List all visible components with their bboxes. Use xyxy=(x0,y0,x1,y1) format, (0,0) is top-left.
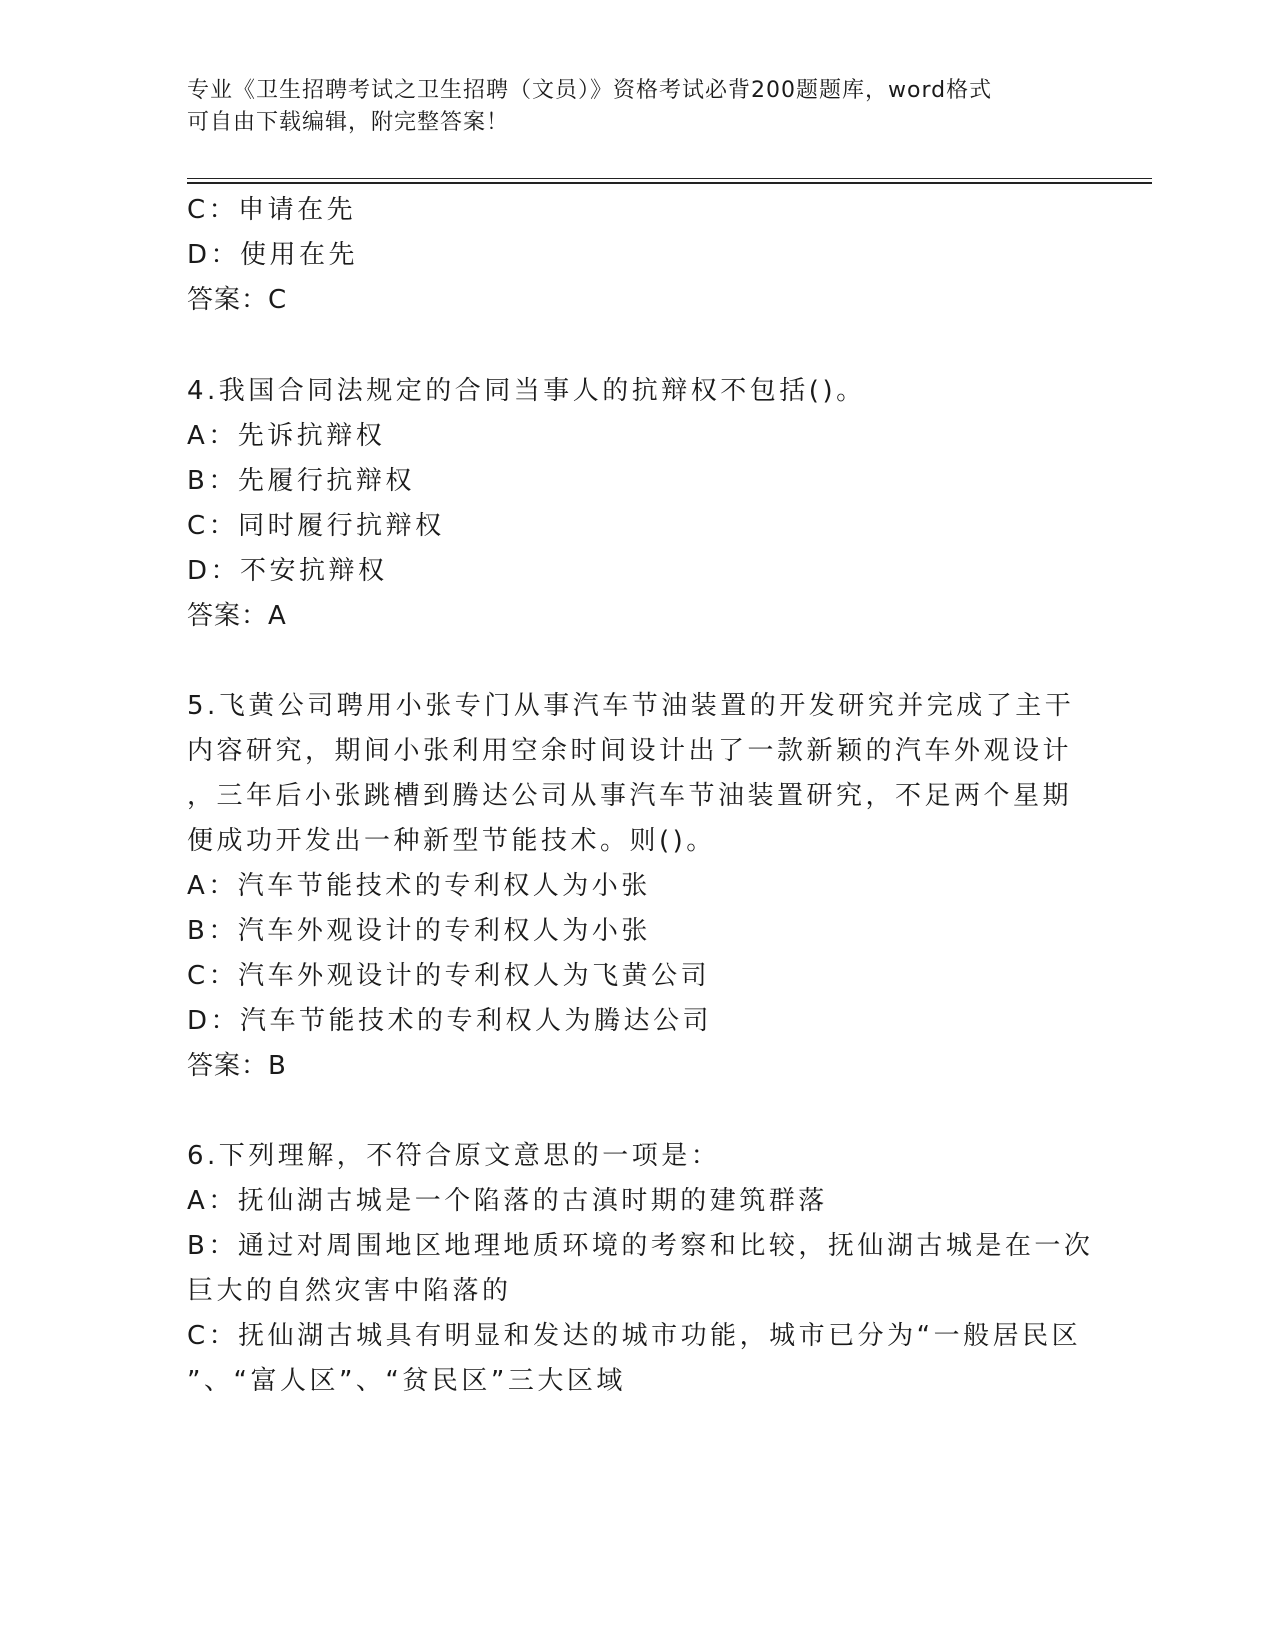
q6-option-b-line-2: 巨大的自然灾害中陷落的 xyxy=(187,1276,512,1306)
q6-option-c-line-1: C：抚仙湖古城具有明显和发达的城市功能，城市已分为“一般居民区 xyxy=(187,1321,1082,1351)
header-title-line-2: 可自由下载编辑，附完整答案！ xyxy=(187,110,510,135)
q3-answer: 答案：C xyxy=(187,285,288,315)
q6-option-c-line-2: ”、“富人区”、“贫民区”三大区域 xyxy=(187,1366,626,1396)
header-title-line-1: 专业《卫生招聘考试之卫生招聘（文员）》资格考试必背200题题库，word格式 xyxy=(187,78,993,103)
q4-option-c: C：同时履行抗辩权 xyxy=(187,511,445,541)
spacer xyxy=(187,323,1147,369)
q3-option-d: D：使用在先 xyxy=(187,240,359,270)
spacer xyxy=(187,1089,1147,1134)
q5-option-b: B：汽车外观设计的专利权人为小张 xyxy=(187,916,651,946)
page-header xyxy=(187,75,1067,139)
question-3-tail xyxy=(187,188,1147,323)
header-divider-thin xyxy=(187,178,1152,179)
question-6 xyxy=(187,1134,1147,1404)
question-content xyxy=(187,188,1147,1404)
spacer xyxy=(187,639,1147,684)
question-4 xyxy=(187,369,1147,639)
q5-option-d: D：汽车节能技术的专利权人为腾达公司 xyxy=(187,1006,713,1036)
header-divider-thick xyxy=(187,182,1152,184)
q3-option-c: C：申请在先 xyxy=(187,195,357,225)
q6-stem: 6.下列理解，不符合原文意思的一项是： xyxy=(187,1141,721,1171)
q5-stem-line-4: 便成功开发出一种新型节能技术。则()。 xyxy=(187,826,716,856)
q4-option-a: A：先诉抗辩权 xyxy=(187,421,386,451)
q6-option-b-line-1: B：通过对周围地区地理地质环境的考察和比较，抚仙湖古城是在一次 xyxy=(187,1231,1094,1261)
question-5 xyxy=(187,684,1147,1089)
q5-stem-line-2: 内容研究，期间小张利用空余时间设计出了一款新颖的汽车外观设计 xyxy=(187,736,1073,766)
q5-answer: 答案：B xyxy=(187,1051,287,1081)
q4-option-d: D：不安抗辩权 xyxy=(187,556,388,586)
q4-option-b: B：先履行抗辩权 xyxy=(187,466,415,496)
q4-stem: 4.我国合同法规定的合同当事人的抗辩权不包括()。 xyxy=(187,376,866,406)
q4-answer: 答案：A xyxy=(187,601,287,631)
q5-option-a: A：汽车节能技术的专利权人为小张 xyxy=(187,871,651,901)
q5-option-c: C：汽车外观设计的专利权人为飞黄公司 xyxy=(187,961,711,991)
q5-stem-line-1: 5.飞黄公司聘用小张专门从事汽车节油装置的开发研究并完成了主干 xyxy=(187,691,1075,721)
q5-stem-line-3: ，三年后小张跳槽到腾达公司从事汽车节油装置研究，不足两个星期 xyxy=(187,781,1073,811)
q6-option-a: A：抚仙湖古城是一个陷落的古滇时期的建筑群落 xyxy=(187,1186,828,1216)
